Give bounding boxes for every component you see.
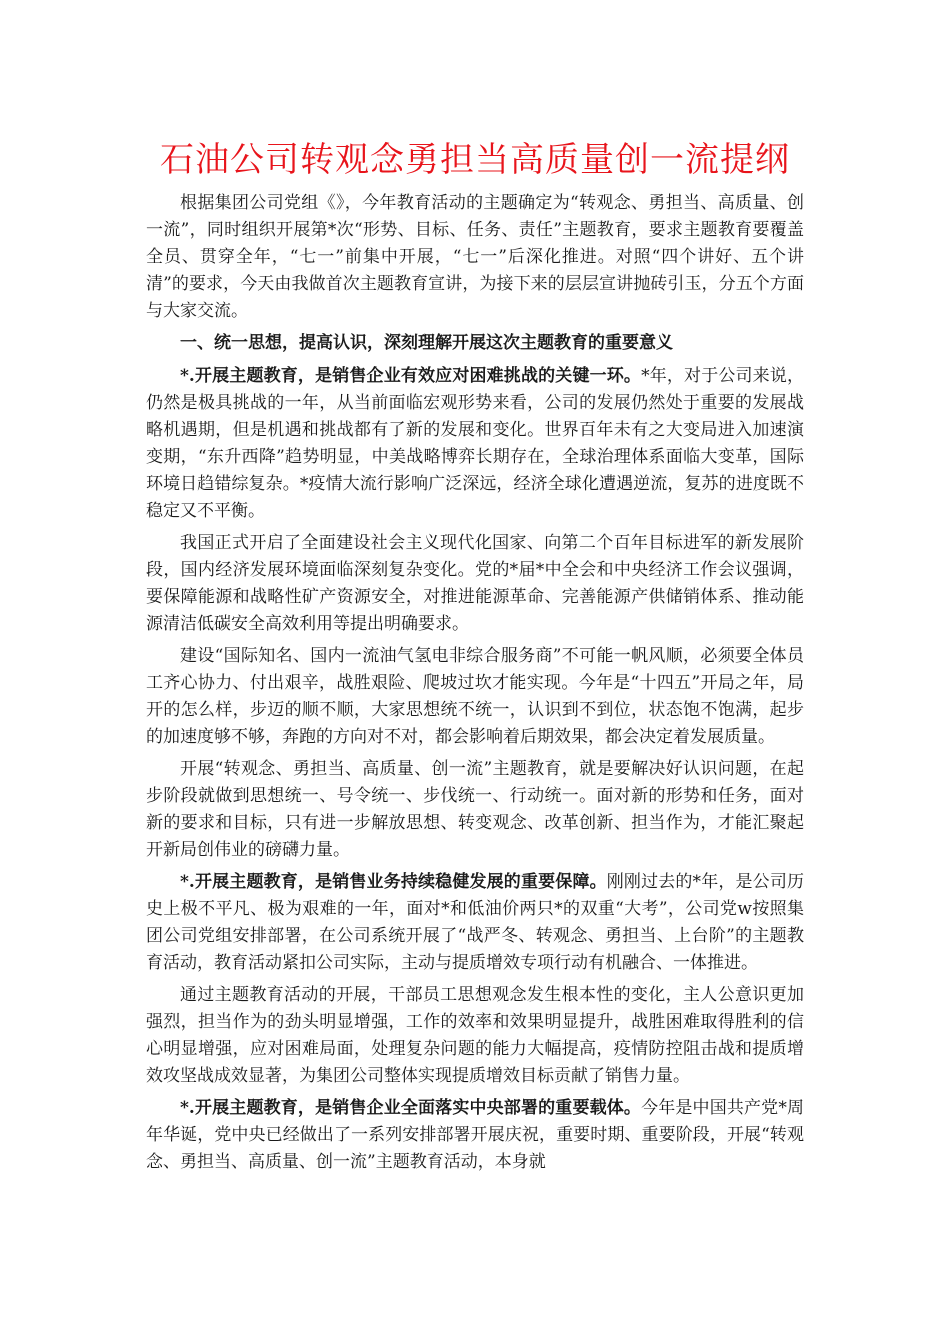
paragraph-text: 我国正式开启了全面建设社会主义现代化国家、向第二个百年目标进军的新发展阶段，国内经济发展环境面临深刻复杂变化。党的*届*中全会和中央经济工作会议强调，要保障能源和战略性矿产资源安全，对推进能源革命、完善能源产供储销体系、推动能源清洁低碳安全高效利用等提出明确要求。	[146, 533, 804, 634]
paragraph-lead: *.开展主题教育，是销售业务持续稳健发展的重要保障。	[180, 872, 607, 892]
paragraph-text: *年，对于公司来说，仍然是极具挑战的一年，从当前面临宏观形势来看，公司的发展仍然处于重要的发展战略机遇期，但是机遇和挑战都有了新的发展和变化。世界百年未有之大变局进入加速演变期，“东升西降”趋势明显，中美战略博弈长期存在，全球治理体系面临大变革，国际环境日趋错综复杂。*疫情大流行影响广泛深远，经济全球化遭遇逆流，复苏的进度既不稳定又不平衡。	[146, 366, 804, 521]
paragraph	[146, 643, 804, 751]
paragraph	[146, 756, 804, 864]
paragraph	[146, 982, 804, 1090]
paragraph-text: 刚刚过去的*年，是公司历史上极不平凡、极为艰难的一年，面对*和低油价两只*的双重“大考”，公司党w按照集团公司党组安排部署，在公司系统开展了“战严冬、转观念、勇担当、上台阶”的主题教育活动，教育活动紧扣公司实际，主动与提质增效专项行动有机融合、一体推进。	[146, 872, 805, 973]
paragraph-text: 建设“国际知名、国内一流油气氢电非综合服务商”不可能一帆风顺，必须要全体员工齐心协力、付出艰辛，战胜艰险、爬坡过坎才能实现。今年是“十四五”开局之年，局开的怎么样，步迈的顺不顺，大家思想统不统一，认识到不到位，状态饱不饱满，起步的加速度够不够，奔跑的方向对不对，都会影响着后期效果，都会决定着发展质量。	[146, 646, 804, 747]
paragraph	[146, 363, 804, 525]
paragraph	[146, 530, 804, 638]
paragraph-text: 今年是中国共产党*周年华诞，党中央已经做出了一系列安排部署开展庆祝，重要时期、重要阶段，开展“转观念、勇担当、高质量、创一流”主题教育活动，本身就	[146, 1098, 804, 1172]
section-heading: 一、统一思想，提高认识，深刻理解开展这次主题教育的重要意义	[180, 333, 673, 353]
document-body	[146, 190, 804, 1181]
paragraph-text: 通过主题教育活动的开展，干部员工思想观念发生根本性的变化，主人公意识更加强烈，担当作为的劲头明显增强，工作的效率和效果明显提升，战胜困难取得胜利的信心明显增强，应对困难局面，处理复杂问题的能力大幅提高，疫情防控阻击战和提质增效攻坚战成效显著，为集团公司整体实现提质增效目标贡献了销售力量。	[146, 985, 804, 1086]
paragraph-text: 开展“转观念、勇担当、高质量、创一流”主题教育，就是要解决好认识问题，在起步阶段就做到思想统一、号令统一、步伐统一、行动统一。面对新的形势和任务，面对新的要求和目标，只有进一步解放思想、转变观念、改革创新、担当作为，才能汇聚起开新局创伟业的磅礴力量。	[146, 759, 804, 860]
document-title: 石油公司转观念勇担当高质量创一流提纲	[160, 140, 790, 180]
paragraph-lead: *.开展主题教育，是销售企业有效应对困难挑战的关键一环。	[180, 366, 642, 386]
paragraph-lead: *.开展主题教育，是销售企业全面落实中央部署的重要载体。	[180, 1098, 642, 1118]
paragraph	[146, 869, 804, 977]
paragraph	[146, 1095, 804, 1176]
paragraph-intro	[146, 190, 804, 325]
paragraph-text: 根据集团公司党组《》，今年教育活动的主题确定为“转观念、勇担当、高质量、创一流”，同时组织开展第*次“形势、目标、任务、责任”主题教育，要求主题教育要覆盖全员、贯穿全年，“七一”前集中开展，“七一”后深化推进。对照“四个讲好、五个讲清”的要求，今天由我做首次主题教育宣讲，为接下来的层层宣讲抛砖引玉，分五个方面与大家交流。	[146, 193, 804, 321]
